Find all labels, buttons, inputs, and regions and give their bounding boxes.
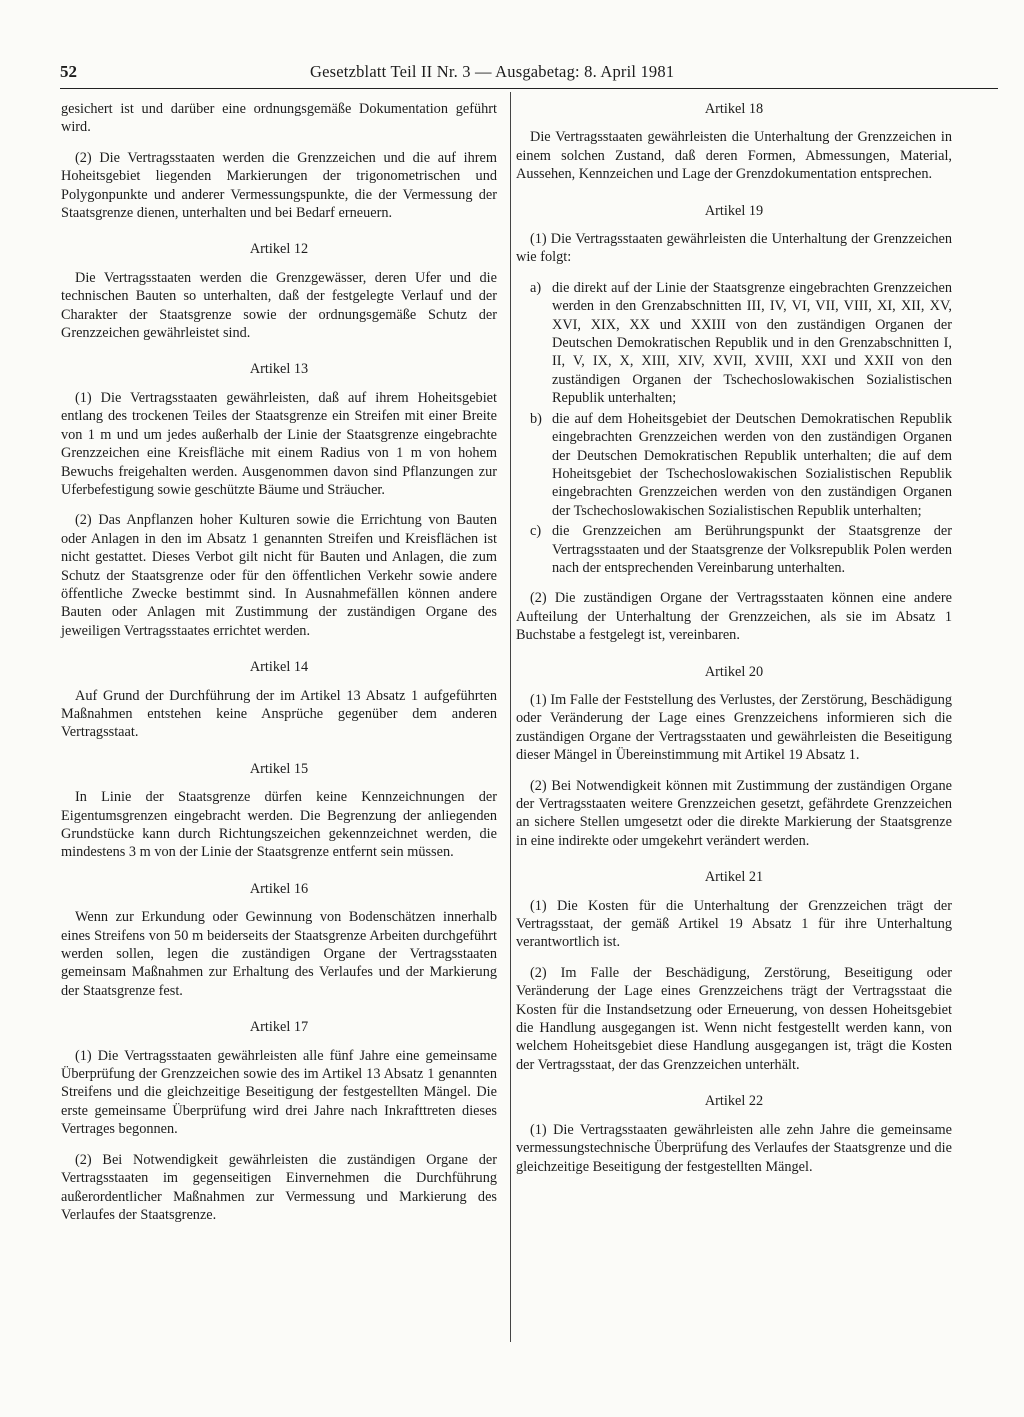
article-20-title: Artikel 20 bbox=[704, 663, 764, 680]
paragraph: (2) Bei Notwendigkeit können mit Zustimmung der zuständigen Organe der Vertragsstaaten weitere Grenzzeichen gesetzt, gefährdete Grenzzeichen an sichere Stellen umgesetzt oder die direkte Markierung der Staatsgrenze in eine indirekte oder umgekehrt verändert werden. bbox=[516, 777, 952, 849]
page-header bbox=[60, 62, 998, 89]
article-12-title: Artikel 12 bbox=[249, 241, 309, 258]
right-column bbox=[516, 100, 952, 1188]
running-head: Gesetzblatt Teil II Nr. 3 — Ausgabetag: 8. April 1981 bbox=[310, 62, 675, 81]
paragraph: (1) Die Vertragsstaaten gewährleisten alle fünf Jahre eine gemeinsame Überprüfung der Grenzzeichen sowie des im Artikel 13 Absatz 1 genannten Streifens und die gleichzeitige Beseitigung der festgestellten Mängel. Die erste gemeinsame Überprüfung wird drei Jahre nach Inkrafttreten dieses Vertrages begonnen. bbox=[61, 1047, 497, 1138]
left-column bbox=[61, 100, 497, 1236]
paragraph: (2) Bei Notwendigkeit gewährleisten die zuständigen Organe der Vertragsstaaten im gegenseitigen Einvernehmen die Durchführung außerordentlicher Maßnahmen zur Vermessung und Markierung des Verlaufes der Staatsgrenze. bbox=[61, 1151, 497, 1223]
paragraph: (1) Die Vertragsstaaten gewährleisten alle zehn Jahre die gemeinsame vermessungstechnische Überprüfung des Verlaufes der Staatsgrenze und die gleichzeitige Beseitigung der festgestellten Mängel. bbox=[516, 1121, 952, 1175]
paragraph: (2) Im Falle der Beschädigung, Zerstörung, Beseitigung oder Veränderung der Lage eines Grenzzeichens trägt der Vertragsstaat die Kosten für die Instandsetzung oder Erneuerung, von dessen Hoheitsgebiet die Handlung ausgegangen ist. Wenn nicht festgestellt werden kann, von welchem Hoheitsgebiet diese Handlung ausgegangen ist, trägt die Kosten der Vertragsstaat, der das Grenzzeichen unterhält. bbox=[516, 964, 952, 1073]
item-text: die auf dem Hoheitsgebiet der Deutschen Demokratischen Republik eingebrachten Grenzzeichen werden von den zuständigen Organen der Deutschen Demokratischen Republik unterhalten; die auf dem Hoheitsgebiet der Tschechoslowakischen Sozialistischen Republik eingebrachten Grenzzeichen werden von den zuständigen Organen der Tschechoslowakischen Sozialistischen Republik unterhalten; bbox=[552, 410, 952, 519]
paragraph: (2) Die Vertragsstaaten werden die Grenzzeichen und die auf ihrem Hoheitsgebiet liegenden Markierungen der trigonometrischen und Polygonpunkte und anderer Vermessungspunkte, die der Vermessung der Staatsgrenze dienen, unterhalten und bei Bedarf erneuern. bbox=[61, 149, 497, 222]
paragraph: (1) Die Vertragsstaaten gewährleisten die Unterhaltung der Grenzzeichen wie folgt: bbox=[516, 231, 952, 266]
paragraph: (1) Im Falle der Feststellung des Verlustes, der Zerstörung, Beschädigung oder Veränderung der Lage eines Grenzzeichens informieren sich die zuständigen Organe der Vertragsstaaten und gewährleisten die Beseitigung dieser Mängel in Übereinstimmung mit Artikel 19 Absatz 1. bbox=[516, 691, 952, 764]
list-item bbox=[516, 279, 952, 408]
paragraph: (1) Die Vertragsstaaten gewährleisten, daß auf ihrem Hoheitsgebiet entlang des trockenen Teiles der Staatsgrenze ein Streifen mit einer Breite von 1 m und um jedes außerhalb der Linie der Staatsgrenze eingebrachte Grenzzeichen eine Kreisfläche mit einem Radius von 1 m von hohem Bewuchs freigehalten werden. Ausgenommen davon sind Pflanzungen zur Uferbefestigung sowie geschützte Bäume und Sträucher. bbox=[61, 389, 497, 498]
continued-paragraph: gesichert ist und darüber eine ordnungsgemäße Dokumentation geführt wird. bbox=[61, 101, 497, 136]
item-label: a) bbox=[530, 279, 542, 296]
article-21-title: Artikel 21 bbox=[704, 869, 764, 886]
article-13-title: Artikel 13 bbox=[249, 361, 309, 378]
paragraph: Wenn zur Erkundung oder Gewinnung von Bodenschätzen innerhalb eines Streifens von 50 m beiderseits der Staatsgrenze Arbeiten durchgeführt werden sollen, legen die zuständigen Organe der Vertragsstaaten gemeinsam Maßnahmen zur Erhaltung des Verlaufes und der Markierung der Staatsgrenze fest. bbox=[61, 909, 497, 999]
column-divider bbox=[510, 92, 511, 1342]
page-number: 52 bbox=[60, 62, 77, 81]
item-label: c) bbox=[530, 523, 542, 540]
item-text: die direkt auf der Linie der Staatsgrenze eingebrachten Grenzzeichen werden in den Grenzabschnitten III, IV, VI, VII, VIII, XI, XII, XV, XVI, XIX, XX und XXIII von den zuständigen Organen der Deutschen Demokratischen Republik und in den Grenzabschnitten I, II, V, IX, X, XIII, XIV, XVII, XVIII, XXI und XXII von den zuständigen Organen der Tschechoslowakischen Sozialistischen Republik unterhalten; bbox=[552, 279, 952, 407]
article-16-title: Artikel 16 bbox=[249, 880, 309, 897]
paragraph: Auf Grund der Durchführung der im Artikel 13 Absatz 1 aufgeführten Maßnahmen entstehen keine Ansprüche gegenüber dem anderen Vertragsstaat. bbox=[61, 687, 497, 741]
paragraph: (2) Das Anpflanzen hoher Kulturen sowie die Errichtung von Bauten oder Anlagen in den im Absatz 1 genannten Streifen und Kreisflächen ist nicht gestattet. Dieses Verbot gilt nicht für Bauten und Anlagen, die zum Schutz der Staatsgrenze oder für den öffentlichen Verkehr sowie andere öffentliche Zwecke bestimmt sind. In Ausnahmefällen können andere Bauten oder Anlagen mit Zustimmung der zuständigen Organe des jeweiligen Vertragsstaates errichtet werden. bbox=[61, 512, 497, 639]
article-18-title: Artikel 18 bbox=[704, 101, 764, 117]
article-19-item-list bbox=[516, 279, 952, 578]
paragraph: (1) Die Kosten für die Unterhaltung der Grenzzeichen trägt der Vertragsstaat, der gemäß Artikel 19 Absatz 1 für ihre Unterhaltung verantwortlich ist. bbox=[516, 897, 952, 951]
article-17-title: Artikel 17 bbox=[249, 1019, 309, 1036]
article-15-title: Artikel 15 bbox=[249, 760, 309, 777]
list-item bbox=[516, 410, 952, 520]
article-22-title: Artikel 22 bbox=[704, 1093, 764, 1110]
paragraph: (2) Die zuständigen Organe der Vertragsstaaten können eine andere Aufteilung der Unterhaltung der Grenzzeichen, als sie im Absatz 1 Buchstabe a festgelegt ist, vereinbaren. bbox=[516, 590, 952, 644]
item-text: die Grenzzeichen am Berührungspunkt der Staatsgrenze der Vertragsstaaten und der Staatsgrenze der Volksrepublik Polen werden nach der entsprechenden Vereinbarung unterhalten. bbox=[552, 523, 952, 576]
paragraph: Die Vertragsstaaten gewährleisten die Unterhaltung der Grenzzeichen in einem solchen Zustand, daß deren Formen, Abmessungen, Material, Aussehen, Kennzeichen und Lage der Grenzdokumentation entsprechen. bbox=[516, 129, 952, 183]
article-14-title: Artikel 14 bbox=[249, 659, 309, 676]
paragraph: Die Vertragsstaaten werden die Grenzgewässer, deren Ufer und die technischen Bauten so unterhalten, daß der festgelegte Verlauf und der Charakter der Staatsgrenze sowie der ordnungsgemäße Schutz der Grenzzeichen gewährleistet sind. bbox=[61, 269, 497, 342]
list-item bbox=[516, 522, 952, 577]
item-label: b) bbox=[530, 410, 542, 427]
article-19-title: Artikel 19 bbox=[704, 202, 764, 219]
paragraph: In Linie der Staatsgrenze dürfen keine Kennzeichnungen der Eigentumsgrenzen eingebracht werden. Die Begrenzung der anliegenden Grundstücke kann durch Richtungszeichen gekennzeichnet werden, die mindestens 3 m von der Linie der Staatsgrenze entfernt sein müssen. bbox=[61, 789, 497, 861]
